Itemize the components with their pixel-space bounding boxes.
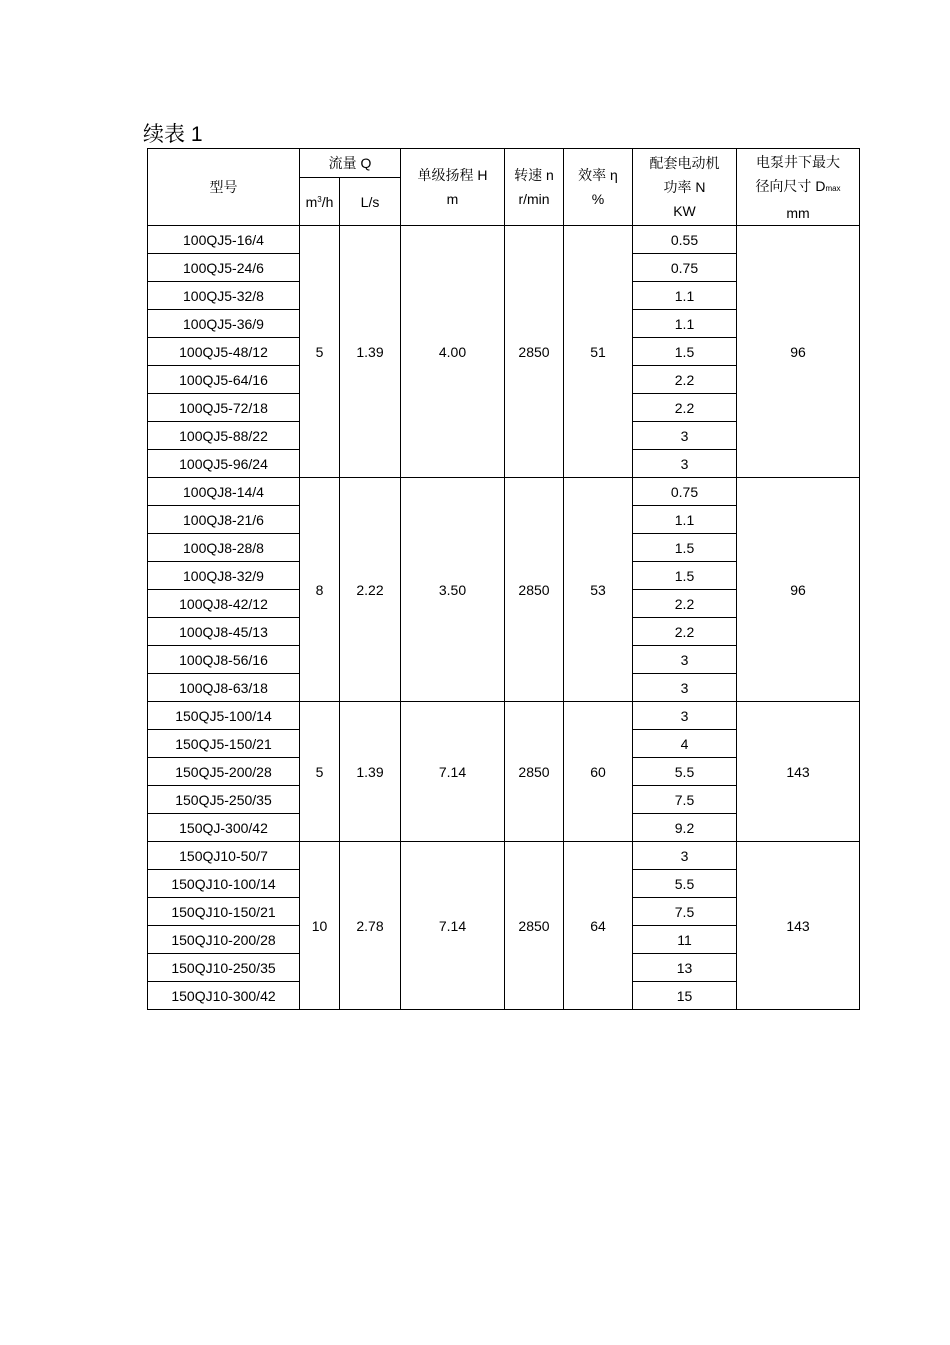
cell-head: 7.14 xyxy=(401,842,505,1010)
cell-model: 100QJ8-32/9 xyxy=(148,562,300,590)
header-dia-line1: 电泵井下最大 xyxy=(756,153,840,170)
cell-model: 150QJ10-300/42 xyxy=(148,982,300,1010)
cell-model: 150QJ5-250/35 xyxy=(148,786,300,814)
cell-model: 100QJ8-56/16 xyxy=(148,646,300,674)
cell-flow-m3h: 5 xyxy=(300,702,340,842)
header-eff-line2: % xyxy=(591,191,605,207)
cell-model: 100QJ8-63/18 xyxy=(148,674,300,702)
cell-power: 4 xyxy=(633,730,737,758)
header-dia-line2 xyxy=(737,177,859,198)
cell-head: 4.00 xyxy=(401,226,505,478)
cell-flow-ls: 2.78 xyxy=(340,842,401,1010)
cell-model: 150QJ10-150/21 xyxy=(148,898,300,926)
cell-power: 3 xyxy=(633,674,737,702)
cell-efficiency: 60 xyxy=(564,702,633,842)
cell-model: 100QJ5-72/18 xyxy=(148,394,300,422)
cell-model: 100QJ5-64/16 xyxy=(148,366,300,394)
cell-power: 0.55 xyxy=(633,226,737,254)
header-speed-line1: 转速 n xyxy=(514,167,554,183)
cell-model: 100QJ5-32/8 xyxy=(148,282,300,310)
table-row xyxy=(148,478,860,506)
cell-power: 7.5 xyxy=(633,898,737,926)
header-model: 型号 xyxy=(148,149,300,226)
header-flow: 流量 Q xyxy=(300,149,401,178)
header-flow-m3h xyxy=(300,178,340,226)
cell-power: 1.5 xyxy=(633,338,737,366)
cell-power: 1.1 xyxy=(633,506,737,534)
cell-model: 100QJ8-42/12 xyxy=(148,590,300,618)
cell-power: 5.5 xyxy=(633,758,737,786)
cell-model: 100QJ5-96/24 xyxy=(148,450,300,478)
cell-diameter: 143 xyxy=(737,842,860,1010)
header-head-line2: m xyxy=(446,191,459,207)
cell-model: 100QJ5-48/12 xyxy=(148,338,300,366)
cell-model: 150QJ5-200/28 xyxy=(148,758,300,786)
header-dia-line2-sub: max xyxy=(825,183,841,193)
cell-power: 1.5 xyxy=(633,562,737,590)
table-caption: 续表 1 xyxy=(143,123,203,146)
header-efficiency xyxy=(564,149,633,226)
cell-efficiency: 64 xyxy=(564,842,633,1010)
header-speed xyxy=(505,149,564,226)
cell-model: 150QJ10-200/28 xyxy=(148,926,300,954)
table-body xyxy=(148,226,860,1010)
cell-power: 3 xyxy=(633,450,737,478)
header-flow-m3h-suffix: /h xyxy=(321,193,334,210)
header-dia-line2-main: 径向尺寸 D xyxy=(755,177,826,194)
cell-power: 2.2 xyxy=(633,590,737,618)
cell-power: 3 xyxy=(633,702,737,730)
cell-model: 100QJ8-45/13 xyxy=(148,618,300,646)
cell-model: 100QJ8-28/8 xyxy=(148,534,300,562)
header-eff-line1: 效率 η xyxy=(578,167,618,183)
header-power-line1: 配套电动机 xyxy=(649,155,720,171)
cell-efficiency: 51 xyxy=(564,226,633,478)
cell-speed: 2850 xyxy=(505,702,564,842)
cell-flow-ls: 2.22 xyxy=(340,478,401,702)
cell-head: 3.50 xyxy=(401,478,505,702)
cell-model: 100QJ8-14/4 xyxy=(148,478,300,506)
cell-power: 7.5 xyxy=(633,786,737,814)
cell-model: 100QJ5-88/22 xyxy=(148,422,300,450)
header-flow-m3h-prefix: m xyxy=(305,193,318,210)
cell-model: 100QJ5-36/9 xyxy=(148,310,300,338)
cell-power: 1.1 xyxy=(633,310,737,338)
cell-speed: 2850 xyxy=(505,226,564,478)
cell-flow-ls: 1.39 xyxy=(340,226,401,478)
cell-power: 9.2 xyxy=(633,814,737,842)
header-head-line1: 单级扬程 H xyxy=(417,167,488,183)
header-diameter xyxy=(737,149,860,226)
cell-power: 2.2 xyxy=(633,366,737,394)
cell-power: 2.2 xyxy=(633,394,737,422)
header-power-line2: 功率 N xyxy=(663,179,706,195)
cell-model: 150QJ10-250/35 xyxy=(148,954,300,982)
cell-power: 13 xyxy=(633,954,737,982)
table-row xyxy=(148,842,860,870)
cell-power: 0.75 xyxy=(633,254,737,282)
cell-flow-ls: 1.39 xyxy=(340,702,401,842)
cell-model: 150QJ5-100/14 xyxy=(148,702,300,730)
cell-head: 7.14 xyxy=(401,702,505,842)
header-power-line3: KW xyxy=(673,203,696,219)
cell-model: 150QJ10-50/7 xyxy=(148,842,300,870)
cell-power: 3 xyxy=(633,842,737,870)
cell-diameter: 96 xyxy=(737,478,860,702)
table-row xyxy=(148,702,860,730)
table-row xyxy=(148,226,860,254)
cell-power: 0.75 xyxy=(633,478,737,506)
header-power xyxy=(633,149,737,226)
cell-flow-m3h: 5 xyxy=(300,226,340,478)
cell-power: 2.2 xyxy=(633,618,737,646)
cell-diameter: 143 xyxy=(737,702,860,842)
cell-power: 1.1 xyxy=(633,282,737,310)
cell-flow-m3h: 8 xyxy=(300,478,340,702)
header-flow-m3h-sup: 3 xyxy=(317,194,322,204)
header-flow-ls: L/s xyxy=(340,178,401,226)
cell-diameter: 96 xyxy=(737,226,860,478)
cell-speed: 2850 xyxy=(505,478,564,702)
cell-power: 5.5 xyxy=(633,870,737,898)
cell-power: 3 xyxy=(633,422,737,450)
cell-power: 15 xyxy=(633,982,737,1010)
cell-model: 150QJ10-100/14 xyxy=(148,870,300,898)
table-header xyxy=(148,149,860,226)
cell-model: 100QJ5-16/4 xyxy=(148,226,300,254)
cell-model: 150QJ-300/42 xyxy=(148,814,300,842)
pump-spec-table xyxy=(147,148,860,1010)
cell-power: 11 xyxy=(633,926,737,954)
header-dia-line3: mm xyxy=(786,204,810,221)
cell-power: 3 xyxy=(633,646,737,674)
cell-model: 100QJ8-21/6 xyxy=(148,506,300,534)
cell-model: 100QJ5-24/6 xyxy=(148,254,300,282)
cell-flow-m3h: 10 xyxy=(300,842,340,1010)
header-speed-line2: r/min xyxy=(518,191,550,207)
cell-efficiency: 53 xyxy=(564,478,633,702)
cell-speed: 2850 xyxy=(505,842,564,1010)
header-head xyxy=(401,149,505,226)
cell-model: 150QJ5-150/21 xyxy=(148,730,300,758)
cell-power: 1.5 xyxy=(633,534,737,562)
